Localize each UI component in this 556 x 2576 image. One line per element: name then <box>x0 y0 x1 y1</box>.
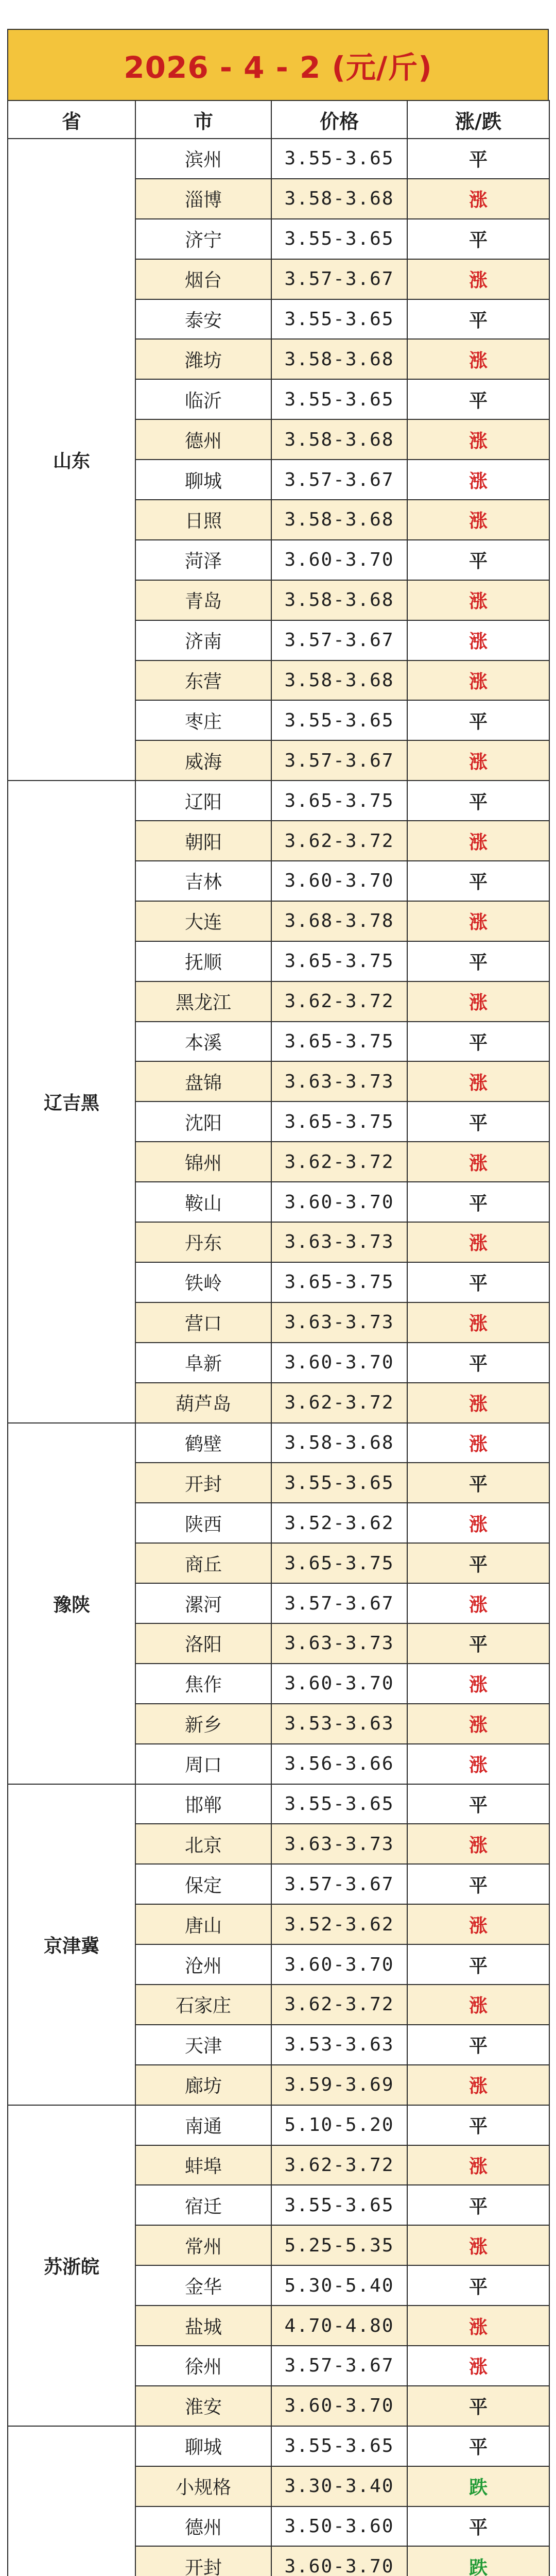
province-cell: 京津冀 <box>8 1784 135 2105</box>
city-cell: 开封 <box>135 2546 271 2576</box>
trend-cell: 涨 <box>407 339 549 379</box>
trend-cell: 平 <box>407 379 549 419</box>
city-cell: 葫芦岛 <box>135 1383 271 1423</box>
price-cell: 3.62-3.72 <box>271 821 407 861</box>
price-cell: 3.58-3.68 <box>271 339 407 379</box>
province-cell: 苏浙皖 <box>8 2105 135 2426</box>
trend-cell: 涨 <box>407 460 549 500</box>
city-cell: 漯河 <box>135 1583 271 1623</box>
trend-cell: 平 <box>407 700 549 740</box>
trend-cell: 涨 <box>407 1383 549 1423</box>
trend-cell: 涨 <box>407 500 549 540</box>
city-cell: 洛阳 <box>135 1623 271 1664</box>
trend-cell: 涨 <box>407 1423 549 1463</box>
price-cell: 3.65-3.75 <box>271 1101 407 1142</box>
trend-cell: 涨 <box>407 2065 549 2105</box>
price-cell: 3.65-3.75 <box>271 781 407 821</box>
trend-cell: 平 <box>407 2265 549 2306</box>
price-cell: 3.65-3.75 <box>271 1022 407 1062</box>
city-cell: 宿迁 <box>135 2185 271 2225</box>
trend-cell: 涨 <box>407 2346 549 2386</box>
trend-cell: 涨 <box>407 179 549 219</box>
price-cell: 3.57-3.67 <box>271 2346 407 2386</box>
city-cell: 朝阳 <box>135 821 271 861</box>
city-cell: 济南 <box>135 620 271 660</box>
trend-cell: 平 <box>407 941 549 981</box>
price-cell: 5.25-5.35 <box>271 2225 407 2265</box>
city-cell: 铁岭 <box>135 1262 271 1302</box>
trend-cell: 涨 <box>407 2145 549 2185</box>
price-cell: 3.55-3.65 <box>271 1463 407 1503</box>
price-cell: 3.60-3.70 <box>271 861 407 901</box>
city-cell: 泰安 <box>135 299 271 340</box>
trend-cell: 平 <box>407 781 549 821</box>
trend-cell: 涨 <box>407 1744 549 1784</box>
price-cell: 3.57-3.67 <box>271 740 407 781</box>
price-cell: 3.55-3.65 <box>271 379 407 419</box>
trend-cell: 涨 <box>407 2306 549 2346</box>
city-cell: 淮安 <box>135 2386 271 2426</box>
province-cell: 辽吉黑 <box>8 781 135 1422</box>
trend-cell: 涨 <box>407 1142 549 1182</box>
page-title: 2026 - 4 - 2 (元/斤) <box>124 50 432 85</box>
table-body <box>8 139 549 2576</box>
price-cell: 3.58-3.68 <box>271 500 407 540</box>
table-row <box>8 2105 549 2145</box>
table-row <box>8 781 549 821</box>
price-cell: 3.57-3.67 <box>271 1583 407 1623</box>
city-cell: 聊城 <box>135 2426 271 2466</box>
trend-cell: 平 <box>407 861 549 901</box>
trend-cell: 平 <box>407 2025 549 2065</box>
price-cell: 3.58-3.68 <box>271 1423 407 1463</box>
header-trend: 涨/跌 <box>407 100 549 139</box>
city-cell: 沈阳 <box>135 1101 271 1142</box>
price-cell: 3.60-3.70 <box>271 540 407 580</box>
trend-cell: 涨 <box>407 981 549 1022</box>
city-cell: 烟台 <box>135 259 271 299</box>
city-cell: 大连 <box>135 901 271 941</box>
price-cell: 3.60-3.70 <box>271 1664 407 1704</box>
trend-cell: 平 <box>407 299 549 340</box>
price-cell: 3.63-3.73 <box>271 1302 407 1343</box>
province-cell <box>8 2426 135 2576</box>
price-cell: 3.65-3.75 <box>271 1262 407 1302</box>
city-cell: 潍坊 <box>135 339 271 379</box>
province-cell: 豫陕 <box>8 1423 135 1784</box>
trend-cell: 平 <box>407 2386 549 2426</box>
price-cell: 3.55-3.65 <box>271 1784 407 1824</box>
price-cell: 3.62-3.72 <box>271 1985 407 2025</box>
city-cell: 枣庄 <box>135 700 271 740</box>
header-province: 省 <box>8 100 135 139</box>
city-cell: 鹤壁 <box>135 1423 271 1463</box>
price-cell: 3.58-3.68 <box>271 179 407 219</box>
city-cell: 锦州 <box>135 1142 271 1182</box>
trend-cell: 平 <box>407 1944 549 1985</box>
trend-cell: 平 <box>407 1543 549 1583</box>
price-cell: 3.56-3.66 <box>271 1744 407 1784</box>
city-cell: 日照 <box>135 500 271 540</box>
price-cell: 3.60-3.70 <box>271 1343 407 1383</box>
trend-cell: 涨 <box>407 1503 549 1543</box>
city-cell: 金华 <box>135 2265 271 2306</box>
trend-cell: 涨 <box>407 419 549 460</box>
city-cell: 抚顺 <box>135 941 271 981</box>
price-cell: 3.60-3.70 <box>271 2386 407 2426</box>
price-cell: 3.53-3.63 <box>271 2025 407 2065</box>
city-cell: 聊城 <box>135 460 271 500</box>
price-cell: 3.63-3.73 <box>271 1623 407 1664</box>
trend-cell: 涨 <box>407 1222 549 1262</box>
price-cell: 3.68-3.78 <box>271 901 407 941</box>
price-cell: 3.57-3.67 <box>271 259 407 299</box>
trend-cell: 跌 <box>407 2466 549 2506</box>
price-cell: 3.50-3.60 <box>271 2506 407 2547</box>
price-cell: 3.62-3.72 <box>271 2145 407 2185</box>
province-cell: 山东 <box>8 139 135 781</box>
city-cell: 盐城 <box>135 2306 271 2346</box>
trend-cell: 平 <box>407 139 549 179</box>
trend-cell: 涨 <box>407 1302 549 1343</box>
city-cell: 德州 <box>135 419 271 460</box>
city-cell: 鞍山 <box>135 1182 271 1222</box>
price-cell: 5.10-5.20 <box>271 2105 407 2145</box>
city-cell: 天津 <box>135 2025 271 2065</box>
trend-cell: 涨 <box>407 1824 549 1864</box>
price-cell: 3.62-3.72 <box>271 1383 407 1423</box>
price-cell: 3.62-3.72 <box>271 981 407 1022</box>
city-cell: 焦作 <box>135 1664 271 1704</box>
city-cell: 石家庄 <box>135 1985 271 2025</box>
city-cell: 临沂 <box>135 379 271 419</box>
table-row <box>8 2426 549 2466</box>
header-row <box>8 100 549 139</box>
city-cell: 常州 <box>135 2225 271 2265</box>
price-cell: 3.58-3.68 <box>271 419 407 460</box>
header-city: 市 <box>135 100 271 139</box>
city-cell: 丹东 <box>135 1222 271 1262</box>
trend-cell: 平 <box>407 2185 549 2225</box>
price-cell: 3.55-3.65 <box>271 2426 407 2466</box>
table-header <box>8 100 549 139</box>
trend-cell: 涨 <box>407 1704 549 1744</box>
price-cell: 3.60-3.70 <box>271 2546 407 2576</box>
trend-cell: 涨 <box>407 1985 549 2025</box>
trend-cell: 平 <box>407 1463 549 1503</box>
city-cell: 德州 <box>135 2506 271 2547</box>
price-table <box>7 100 550 2576</box>
price-cell: 3.30-3.40 <box>271 2466 407 2506</box>
trend-cell: 平 <box>407 1343 549 1383</box>
price-cell: 3.52-3.62 <box>271 1904 407 1944</box>
trend-cell: 平 <box>407 1262 549 1302</box>
table-row <box>8 1784 549 1824</box>
city-cell: 淄博 <box>135 179 271 219</box>
trend-cell: 涨 <box>407 740 549 781</box>
price-cell: 3.52-3.62 <box>271 1503 407 1543</box>
city-cell: 商丘 <box>135 1543 271 1583</box>
trend-cell: 涨 <box>407 821 549 861</box>
price-cell: 3.63-3.73 <box>271 1824 407 1864</box>
city-cell: 唐山 <box>135 1904 271 1944</box>
title-banner <box>7 29 549 101</box>
city-cell: 阜新 <box>135 1343 271 1383</box>
price-cell: 3.53-3.63 <box>271 1704 407 1744</box>
trend-cell: 涨 <box>407 901 549 941</box>
trend-cell: 涨 <box>407 580 549 620</box>
price-cell: 3.55-3.65 <box>271 2185 407 2225</box>
trend-cell: 平 <box>407 1864 549 1904</box>
price-cell: 3.63-3.73 <box>271 1061 407 1101</box>
price-cell: 3.59-3.69 <box>271 2065 407 2105</box>
city-cell: 徐州 <box>135 2346 271 2386</box>
trend-cell: 跌 <box>407 2546 549 2576</box>
trend-cell: 平 <box>407 1623 549 1664</box>
trend-cell: 涨 <box>407 259 549 299</box>
trend-cell: 平 <box>407 1182 549 1222</box>
price-cell: 3.57-3.67 <box>271 620 407 660</box>
price-cell: 3.55-3.65 <box>271 700 407 740</box>
price-cell: 3.55-3.65 <box>271 299 407 340</box>
trend-cell: 平 <box>407 540 549 580</box>
price-cell: 3.60-3.70 <box>271 1182 407 1222</box>
price-cell: 3.58-3.68 <box>271 580 407 620</box>
price-cell: 4.70-4.80 <box>271 2306 407 2346</box>
price-cell: 3.55-3.65 <box>271 139 407 179</box>
trend-cell: 涨 <box>407 2225 549 2265</box>
city-cell: 济宁 <box>135 219 271 259</box>
price-cell: 3.58-3.68 <box>271 660 407 701</box>
price-cell: 3.57-3.67 <box>271 460 407 500</box>
city-cell: 营口 <box>135 1302 271 1343</box>
city-cell: 廊坊 <box>135 2065 271 2105</box>
city-cell: 本溪 <box>135 1022 271 1062</box>
city-cell: 黑龙江 <box>135 981 271 1022</box>
city-cell: 蚌埠 <box>135 2145 271 2185</box>
trend-cell: 平 <box>407 1101 549 1142</box>
city-cell: 邯郸 <box>135 1784 271 1824</box>
city-cell: 北京 <box>135 1824 271 1864</box>
city-cell: 新乡 <box>135 1704 271 1744</box>
city-cell: 辽阳 <box>135 781 271 821</box>
city-cell: 滨州 <box>135 139 271 179</box>
price-cell: 3.57-3.67 <box>271 1864 407 1904</box>
table-row <box>8 139 549 179</box>
price-cell: 3.60-3.70 <box>271 1944 407 1985</box>
trend-cell: 涨 <box>407 1583 549 1623</box>
city-cell: 青岛 <box>135 580 271 620</box>
city-cell: 沧州 <box>135 1944 271 1985</box>
header-price: 价格 <box>271 100 407 139</box>
city-cell: 周口 <box>135 1744 271 1784</box>
price-cell: 3.65-3.75 <box>271 941 407 981</box>
city-cell: 东营 <box>135 660 271 701</box>
city-cell: 盘锦 <box>135 1061 271 1101</box>
trend-cell: 涨 <box>407 1904 549 1944</box>
trend-cell: 平 <box>407 2506 549 2547</box>
city-cell: 开封 <box>135 1463 271 1503</box>
city-cell: 保定 <box>135 1864 271 1904</box>
trend-cell: 涨 <box>407 1664 549 1704</box>
trend-cell: 涨 <box>407 620 549 660</box>
price-cell: 5.30-5.40 <box>271 2265 407 2306</box>
city-cell: 威海 <box>135 740 271 781</box>
price-cell: 3.55-3.65 <box>271 219 407 259</box>
trend-cell: 平 <box>407 1022 549 1062</box>
city-cell: 陕西 <box>135 1503 271 1543</box>
price-cell: 3.62-3.72 <box>271 1142 407 1182</box>
price-cell: 3.63-3.73 <box>271 1222 407 1262</box>
trend-cell: 涨 <box>407 1061 549 1101</box>
trend-cell: 平 <box>407 219 549 259</box>
trend-cell: 平 <box>407 2426 549 2466</box>
city-cell: 吉林 <box>135 861 271 901</box>
city-cell: 菏泽 <box>135 540 271 580</box>
city-cell: 小规格 <box>135 2466 271 2506</box>
price-cell: 3.65-3.75 <box>271 1543 407 1583</box>
trend-cell: 涨 <box>407 660 549 701</box>
table-row <box>8 1423 549 1463</box>
city-cell: 南通 <box>135 2105 271 2145</box>
trend-cell: 平 <box>407 2105 549 2145</box>
trend-cell: 平 <box>407 1784 549 1824</box>
